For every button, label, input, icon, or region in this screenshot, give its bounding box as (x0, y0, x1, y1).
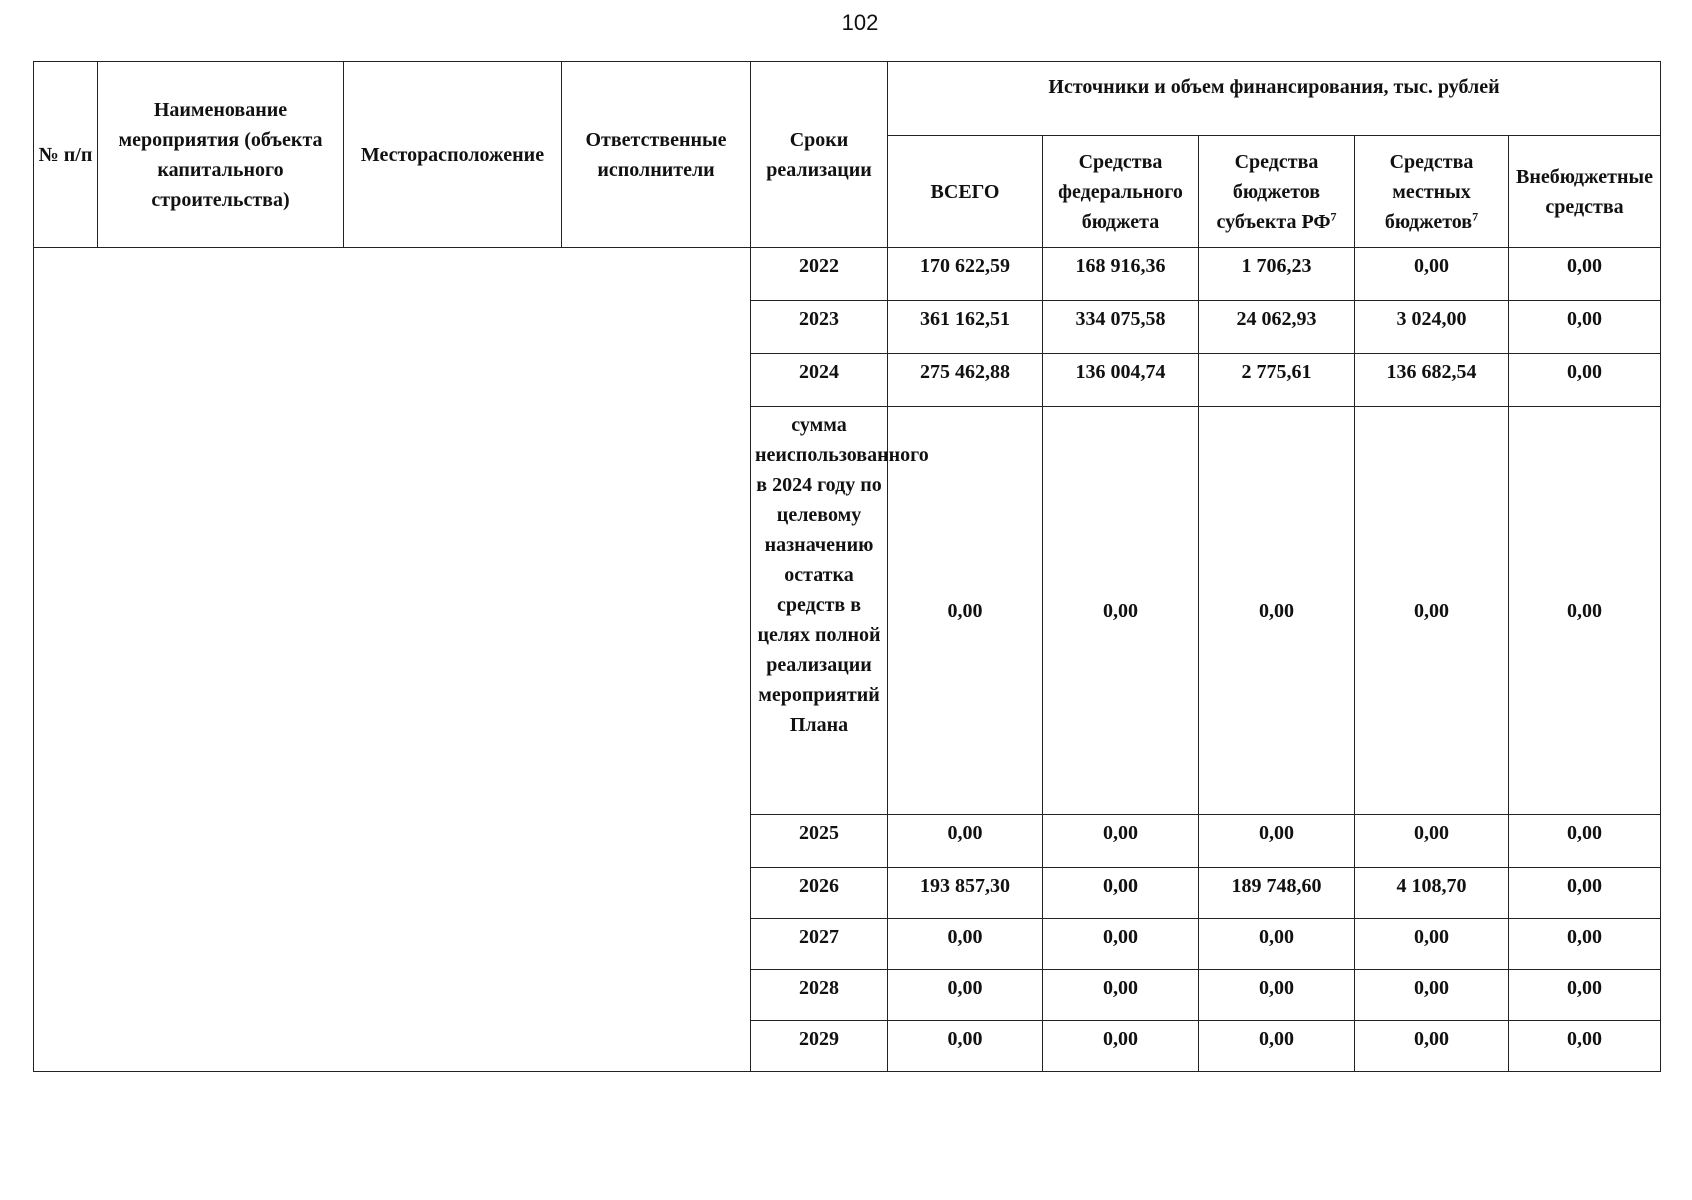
row-period: 2026 (751, 868, 888, 919)
row-period: 2028 (751, 970, 888, 1021)
row-local: 0,00 (1355, 919, 1509, 970)
row-period: 2022 (751, 248, 888, 301)
row-extra: 0,00 (1509, 301, 1661, 354)
row-total: 0,00 (888, 1021, 1043, 1072)
row-period: 2025 (751, 815, 888, 868)
header-name: Наименование мероприятия (объекта капитального строительства) (98, 62, 344, 248)
row-local: 136 682,54 (1355, 354, 1509, 407)
header-extra: Внебюджетные средства (1509, 136, 1661, 248)
row-subject: 0,00 (1199, 407, 1355, 815)
header-total: ВСЕГО (888, 136, 1043, 248)
header-local (1355, 136, 1509, 248)
header-subject-label: Средства бюджетов субъекта РФ (1216, 150, 1331, 233)
row-subject: 0,00 (1199, 1021, 1355, 1072)
row-extra: 0,00 (1509, 868, 1661, 919)
row-period: 2024 (751, 354, 888, 407)
row-federal: 0,00 (1043, 970, 1199, 1021)
table-row (34, 248, 1661, 301)
header-federal: Средства федерального бюджета (1043, 136, 1199, 248)
row-federal: 136 004,74 (1043, 354, 1199, 407)
row-extra: 0,00 (1509, 354, 1661, 407)
row-period: сумма неиспользованного в 2024 году по целевому назначению остатка средств в целях полной реализации мероприятий Плана (751, 407, 888, 815)
row-subject: 0,00 (1199, 970, 1355, 1021)
row-extra: 0,00 (1509, 919, 1661, 970)
row-local: 0,00 (1355, 1021, 1509, 1072)
page-number: 102 (841, 10, 879, 35)
header-responsible: Ответственные исполнители (562, 62, 751, 248)
row-extra: 0,00 (1509, 815, 1661, 868)
row-total: 170 622,59 (888, 248, 1043, 301)
header-sources: Источники и объем финансирования, тыс. рублей (888, 62, 1661, 136)
row-period: 2023 (751, 301, 888, 354)
row-total: 0,00 (888, 970, 1043, 1021)
header-num: № п/п (34, 62, 98, 248)
header-terms: Сроки реализации (751, 62, 888, 248)
row-subject: 189 748,60 (1199, 868, 1355, 919)
row-total: 275 462,88 (888, 354, 1043, 407)
header-subject (1199, 136, 1355, 248)
financing-table (33, 61, 1661, 1072)
row-federal: 0,00 (1043, 407, 1199, 815)
header-local-footnote: 7 (1472, 209, 1479, 224)
row-extra: 0,00 (1509, 1021, 1661, 1072)
header-subject-footnote: 7 (1330, 209, 1337, 224)
row-extra: 0,00 (1509, 248, 1661, 301)
header-location: Месторасположение (344, 62, 562, 248)
row-local: 0,00 (1355, 970, 1509, 1021)
row-local: 0,00 (1355, 815, 1509, 868)
row-extra: 0,00 (1509, 407, 1661, 815)
row-federal: 168 916,36 (1043, 248, 1199, 301)
row-subject: 0,00 (1199, 919, 1355, 970)
row-local: 0,00 (1355, 407, 1509, 815)
header-local-label: Средства местных бюджетов (1384, 150, 1474, 233)
row-period: 2027 (751, 919, 888, 970)
row-federal: 0,00 (1043, 815, 1199, 868)
empty-merged-cell (34, 248, 751, 1072)
row-federal: 0,00 (1043, 919, 1199, 970)
row-subject: 24 062,93 (1199, 301, 1355, 354)
row-subject: 0,00 (1199, 815, 1355, 868)
row-total: 361 162,51 (888, 301, 1043, 354)
row-period: 2029 (751, 1021, 888, 1072)
row-total: 0,00 (888, 919, 1043, 970)
row-local: 0,00 (1355, 248, 1509, 301)
row-total: 0,00 (888, 815, 1043, 868)
row-subject: 1 706,23 (1199, 248, 1355, 301)
row-local: 4 108,70 (1355, 868, 1509, 919)
row-subject: 2 775,61 (1199, 354, 1355, 407)
row-federal: 0,00 (1043, 1021, 1199, 1072)
row-local: 3 024,00 (1355, 301, 1509, 354)
row-total: 0,00 (888, 407, 1043, 815)
row-total: 193 857,30 (888, 868, 1043, 919)
row-federal: 0,00 (1043, 868, 1199, 919)
row-extra: 0,00 (1509, 970, 1661, 1021)
row-federal: 334 075,58 (1043, 301, 1199, 354)
